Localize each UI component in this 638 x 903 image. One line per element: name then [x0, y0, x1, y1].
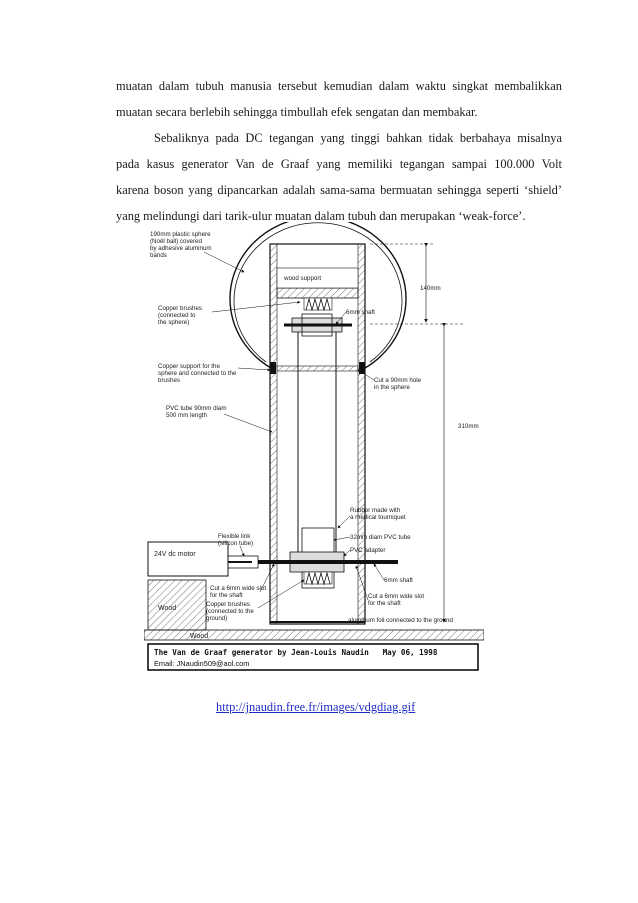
svg-text:Cut a 6mm wide slot: Cut a 6mm wide slot: [210, 585, 267, 592]
paragraph-line: pada kasus generator Van de Graaf yang memiliki tegangan sampai 100.000 Volt: [116, 157, 562, 171]
source-link[interactable]: http://jnaudin.free.fr/images/vdgdiag.gif: [216, 700, 416, 714]
svg-text:for the shaft: for the shaft: [368, 600, 401, 607]
svg-text:Copper brushes: Copper brushes: [158, 305, 203, 312]
svg-text:Flexible link: Flexible link: [218, 533, 251, 540]
copper-support-label: [158, 363, 237, 384]
svg-text:for the shaft: for the shaft: [210, 592, 243, 599]
dim-140-label: 140mm: [420, 285, 441, 292]
paragraph-1: [116, 73, 562, 125]
svg-text:by adhesive aluminum: by adhesive aluminum: [150, 245, 212, 252]
paragraph-line: yang melindungi dari tarik-ulur muatan dalam tubuh dan merupakan ‘weak-force’.: [116, 209, 526, 223]
wood-block-label: Wood: [158, 605, 177, 612]
svg-text:(connected to the: (connected to the: [206, 608, 254, 615]
paragraph-line: Sebaliknya pada DC tegangan yang tinggi bahkan tidak berbahaya misalnya: [154, 131, 562, 145]
diagram-email: Email: JNaudin509@aol.com: [154, 659, 250, 668]
svg-text:Cut a 90mm hole: Cut a 90mm hole: [374, 377, 422, 384]
copper-brushes-top-label: [158, 305, 202, 326]
wood-block: [148, 580, 206, 630]
svg-text:500 mm length: 500 mm length: [166, 412, 207, 419]
sphere-label: [150, 231, 212, 259]
svg-text:PVC tube 90mm diam: PVC tube 90mm diam: [166, 405, 227, 412]
svg-text:ground): ground): [206, 615, 228, 622]
svg-text:a medical tourniquet: a medical tourniquet: [350, 514, 406, 521]
svg-text:(connected to: (connected to: [158, 312, 196, 319]
slot-right-label: [368, 593, 424, 607]
shaft-bottom-label: 6mm shaft: [384, 577, 413, 584]
svg-text:Copper support for the: Copper support for the: [158, 363, 220, 370]
svg-text:(Noël ball) covered: (Noël ball) covered: [150, 238, 202, 245]
svg-text:(silicon tube): (silicon tube): [218, 540, 254, 547]
wood-support-label: wood support: [284, 275, 322, 282]
paragraph-2: [116, 125, 562, 229]
diagram-title: The Van de Graaf generator by Jean-Louis Naudin May 06, 1998: [154, 648, 438, 657]
pvc-tube-label: [166, 405, 227, 419]
svg-text:brushes: brushes: [158, 377, 181, 384]
rubber-label: [350, 507, 406, 521]
svg-text:190mm plastic sphere: 190mm plastic sphere: [150, 231, 211, 238]
wood-support: [277, 288, 358, 298]
svg-text:sphere and connected to the: sphere and connected to the: [158, 370, 237, 377]
wood-base-label: Wood: [190, 633, 209, 640]
motor-label: 24V dc motor: [154, 551, 196, 558]
motor: [148, 542, 228, 576]
svg-text:the sphere): the sphere): [158, 319, 190, 326]
svg-text:bands: bands: [150, 252, 167, 259]
svg-text:Rubber made with: Rubber made with: [350, 507, 401, 514]
copper-brushes-bottom-label: [206, 601, 254, 622]
shaft-top-label: 6mm shaft: [346, 309, 375, 316]
foil-label: aluminum foil connected to the ground: [348, 617, 453, 624]
svg-text:in the sphere: in the sphere: [374, 384, 410, 391]
paragraph-line: muatan dalam tubuh manusia tersebut kemudian dalam waktu singkat membalikkan: [116, 79, 562, 93]
paragraph-line: karena boson yang dipancarkan adalah sama-sama bermuatan sehingga seperti ‘shield’: [116, 183, 562, 197]
van-de-graaf-diagram: [144, 222, 484, 674]
svg-text:Copper brushes: Copper brushes: [206, 601, 251, 608]
slot-left-label: [210, 585, 266, 599]
inner-tube-label: 32mm diam PVC tube: [350, 534, 411, 541]
pvc-adapter-label: PVC adapter: [350, 547, 386, 554]
svg-text:Cut a 6mm wide slot: Cut a 6mm wide slot: [368, 593, 425, 600]
flexible-link-label: [218, 533, 253, 547]
dim-310-label: 310mm: [458, 423, 479, 430]
hole-label: [374, 377, 422, 391]
paragraph-line: muatan secara berlebih sehingga timbullah efek sengatan dan membakar.: [116, 105, 478, 119]
